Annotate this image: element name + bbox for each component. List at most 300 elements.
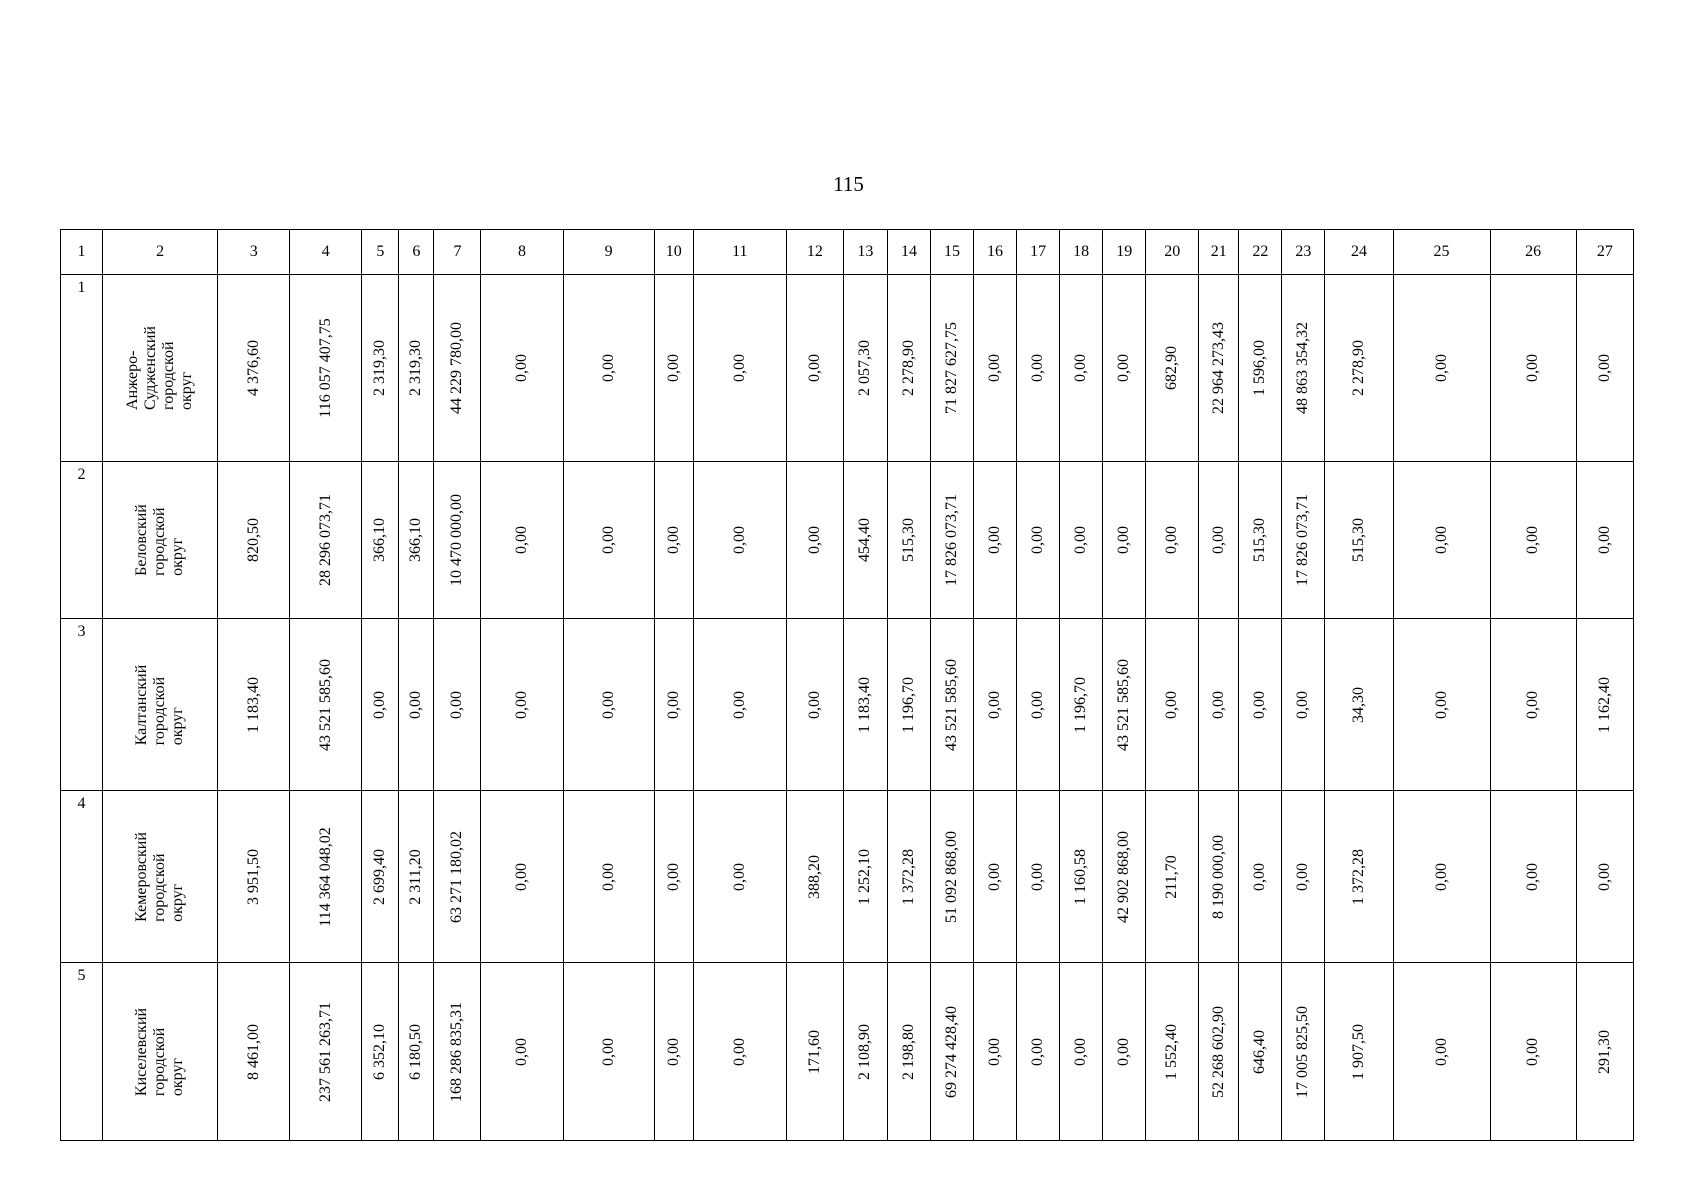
value-cell-col-4 xyxy=(290,963,362,1141)
cell-value: 2 319,30 xyxy=(371,340,389,396)
cell-value: 0,00 xyxy=(730,690,748,719)
cell-value: 0,00 xyxy=(513,690,531,719)
cell-value: 6 352,10 xyxy=(371,1023,389,1080)
cell-value: 2 278,90 xyxy=(1349,340,1367,396)
column-header-11: 11 xyxy=(693,230,786,275)
column-header-27: 27 xyxy=(1576,230,1633,275)
column-header-9: 9 xyxy=(563,230,654,275)
column-header-4: 4 xyxy=(290,230,362,275)
municipality-name: Беловский городской округ xyxy=(133,504,187,576)
cell-value: 0,00 xyxy=(513,526,531,554)
value-cell-col-27 xyxy=(1576,275,1633,462)
cell-value: 2 319,30 xyxy=(407,340,425,396)
cell-value: 454,40 xyxy=(856,518,874,562)
column-header-3: 3 xyxy=(218,230,290,275)
value-cell-col-26 xyxy=(1490,963,1576,1141)
column-header-22: 22 xyxy=(1239,230,1282,275)
value-cell-col-10 xyxy=(654,619,693,791)
column-header-18: 18 xyxy=(1060,230,1103,275)
value-cell-col-16 xyxy=(974,791,1017,963)
value-cell-col-22 xyxy=(1239,963,1282,1141)
value-cell-col-25 xyxy=(1393,275,1490,462)
value-cell-col-16 xyxy=(974,963,1017,1141)
cell-value: 0,00 xyxy=(986,862,1004,891)
row-number: 3 xyxy=(61,619,103,791)
value-cell-col-16 xyxy=(974,275,1017,462)
column-header-7: 7 xyxy=(434,230,481,275)
cell-value: 0,00 xyxy=(1432,1037,1450,1066)
cell-value: 1 552,40 xyxy=(1163,1023,1181,1080)
value-cell-col-12 xyxy=(786,275,843,462)
value-cell-col-12 xyxy=(786,791,843,963)
row-number: 2 xyxy=(61,462,103,619)
cell-value: 1 183,40 xyxy=(244,676,262,733)
value-cell-col-21 xyxy=(1199,791,1239,963)
value-cell-col-17 xyxy=(1017,791,1060,963)
column-header-26: 26 xyxy=(1490,230,1576,275)
table-row xyxy=(61,619,1634,791)
table-row xyxy=(61,462,1634,619)
value-cell-col-22 xyxy=(1239,619,1282,791)
cell-value: 0,00 xyxy=(513,1037,531,1066)
column-header-25: 25 xyxy=(1393,230,1490,275)
value-cell-col-9 xyxy=(563,275,654,462)
cell-value: 114 364 048,02 xyxy=(316,826,334,927)
cell-value: 515,30 xyxy=(899,518,917,562)
column-header-23: 23 xyxy=(1282,230,1325,275)
cell-value: 0,00 xyxy=(1432,690,1450,719)
value-cell-col-20 xyxy=(1146,791,1199,963)
value-cell-col-13 xyxy=(843,791,887,963)
cell-value: 515,30 xyxy=(1349,518,1367,562)
column-header-15: 15 xyxy=(930,230,973,275)
value-cell-col-23 xyxy=(1282,963,1325,1141)
value-cell-col-12 xyxy=(786,462,843,619)
value-cell-col-5 xyxy=(362,791,399,963)
value-cell-col-26 xyxy=(1490,275,1576,462)
value-cell-col-12 xyxy=(786,619,843,791)
cell-value: 43 521 585,60 xyxy=(1115,658,1133,751)
cell-value: 0,00 xyxy=(1251,690,1269,719)
municipality-cell xyxy=(103,462,218,619)
value-cell-col-6 xyxy=(399,791,434,963)
value-cell-col-20 xyxy=(1146,462,1199,619)
value-cell-col-15 xyxy=(930,791,973,963)
value-cell-col-15 xyxy=(930,619,973,791)
value-cell-col-24 xyxy=(1325,619,1393,791)
cell-value: 0,00 xyxy=(664,354,682,382)
value-cell-col-5 xyxy=(362,462,399,619)
cell-value: 2 108,90 xyxy=(856,1023,874,1080)
cell-value: 0,00 xyxy=(1524,1037,1542,1066)
cell-value: 820,50 xyxy=(244,518,262,562)
table-row xyxy=(61,791,1634,963)
cell-value: 6 180,50 xyxy=(407,1023,425,1080)
cell-value: 52 268 602,90 xyxy=(1209,1005,1227,1098)
value-cell-col-21 xyxy=(1199,462,1239,619)
cell-value: 515,30 xyxy=(1251,518,1269,562)
municipality-name: Калтанский городской округ xyxy=(133,664,187,745)
cell-value: 0,00 xyxy=(986,1037,1004,1066)
column-header-16: 16 xyxy=(974,230,1017,275)
value-cell-col-15 xyxy=(930,963,973,1141)
value-cell-col-27 xyxy=(1576,462,1633,619)
cell-value: 0,00 xyxy=(1524,526,1542,554)
value-cell-col-18 xyxy=(1060,963,1103,1141)
cell-value: 0,00 xyxy=(1432,526,1450,554)
cell-value: 0,00 xyxy=(1524,690,1542,719)
cell-value: 0,00 xyxy=(986,690,1004,719)
column-header-17: 17 xyxy=(1017,230,1060,275)
cell-value: 0,00 xyxy=(513,862,531,891)
column-header-8: 8 xyxy=(481,230,563,275)
cell-value: 682,90 xyxy=(1163,346,1181,390)
cell-value: 0,00 xyxy=(805,526,823,554)
municipality-name: Киселевский городской округ xyxy=(133,1007,187,1096)
cell-value: 2 057,30 xyxy=(856,340,874,396)
cell-value: 48 863 354,32 xyxy=(1294,322,1312,414)
value-cell-col-9 xyxy=(563,791,654,963)
value-cell-col-5 xyxy=(362,619,399,791)
cell-value: 0,00 xyxy=(1294,862,1312,891)
table-row xyxy=(61,963,1634,1141)
column-header-20: 20 xyxy=(1146,230,1199,275)
cell-value: 366,10 xyxy=(407,518,425,562)
value-cell-col-8 xyxy=(481,275,563,462)
value-cell-col-19 xyxy=(1103,619,1146,791)
value-cell-col-25 xyxy=(1393,619,1490,791)
value-cell-col-19 xyxy=(1103,462,1146,619)
cell-value: 63 271 180,02 xyxy=(448,830,466,923)
cell-value: 0,00 xyxy=(1294,690,1312,719)
value-cell-col-3 xyxy=(218,791,290,963)
cell-value: 1 372,28 xyxy=(899,848,917,905)
value-cell-col-20 xyxy=(1146,619,1199,791)
value-cell-col-15 xyxy=(930,275,973,462)
cell-value: 171,60 xyxy=(805,1029,823,1074)
value-cell-col-10 xyxy=(654,791,693,963)
cell-value: 3 951,50 xyxy=(244,848,262,905)
cell-value: 43 521 585,60 xyxy=(316,658,334,751)
value-cell-col-9 xyxy=(563,462,654,619)
cell-value: 0,00 xyxy=(1432,862,1450,891)
cell-value: 0,00 xyxy=(664,526,682,554)
value-cell-col-26 xyxy=(1490,462,1576,619)
cell-value: 0,00 xyxy=(448,690,466,719)
cell-value: 0,00 xyxy=(1072,526,1090,554)
municipality-cell xyxy=(103,791,218,963)
cell-value: 0,00 xyxy=(1595,526,1613,554)
column-header-10: 10 xyxy=(654,230,693,275)
cell-value: 28 296 073,71 xyxy=(316,494,334,586)
cell-value: 44 229 780,00 xyxy=(448,322,466,414)
column-header-24: 24 xyxy=(1325,230,1393,275)
row-number: 5 xyxy=(61,963,103,1141)
cell-value: 0,00 xyxy=(1163,526,1181,554)
column-header-2: 2 xyxy=(103,230,218,275)
value-cell-col-11 xyxy=(693,619,786,791)
value-cell-col-27 xyxy=(1576,791,1633,963)
value-cell-col-8 xyxy=(481,791,563,963)
value-cell-col-9 xyxy=(563,963,654,1141)
cell-value: 4 376,60 xyxy=(244,340,262,396)
value-cell-col-19 xyxy=(1103,963,1146,1141)
table-row xyxy=(61,275,1634,462)
cell-value: 1 372,28 xyxy=(1349,848,1367,905)
value-cell-col-25 xyxy=(1393,462,1490,619)
value-cell-col-22 xyxy=(1239,275,1282,462)
value-cell-col-19 xyxy=(1103,791,1146,963)
value-cell-col-20 xyxy=(1146,963,1199,1141)
cell-value: 291,30 xyxy=(1595,1029,1613,1074)
value-cell-col-18 xyxy=(1060,275,1103,462)
value-cell-col-7 xyxy=(434,791,481,963)
cell-value: 0,00 xyxy=(805,354,823,382)
cell-value: 0,00 xyxy=(599,862,617,891)
column-header-21: 21 xyxy=(1199,230,1239,275)
cell-value: 22 964 273,43 xyxy=(1209,322,1227,414)
cell-value: 8 461,00 xyxy=(244,1023,262,1080)
cell-value: 43 521 585,60 xyxy=(943,658,960,751)
cell-value: 0,00 xyxy=(1115,526,1133,554)
column-header-6: 6 xyxy=(399,230,434,275)
cell-value: 69 274 428,40 xyxy=(943,1005,960,1098)
cell-value: 42 902 868,00 xyxy=(1115,830,1133,923)
value-cell-col-15 xyxy=(930,462,973,619)
cell-value: 2 311,20 xyxy=(407,848,425,905)
column-header-12: 12 xyxy=(786,230,843,275)
value-cell-col-9 xyxy=(563,619,654,791)
value-cell-col-7 xyxy=(434,275,481,462)
cell-value: 0,00 xyxy=(1209,690,1227,719)
cell-value: 0,00 xyxy=(599,1037,617,1066)
value-cell-col-6 xyxy=(399,963,434,1141)
value-cell-col-3 xyxy=(218,275,290,462)
value-cell-col-23 xyxy=(1282,275,1325,462)
value-cell-col-27 xyxy=(1576,963,1633,1141)
cell-value: 0,00 xyxy=(1029,1037,1047,1066)
value-cell-col-7 xyxy=(434,963,481,1141)
cell-value: 0,00 xyxy=(664,862,682,891)
value-cell-col-3 xyxy=(218,619,290,791)
value-cell-col-23 xyxy=(1282,462,1325,619)
cell-value: 0,00 xyxy=(730,862,748,891)
cell-value: 2 198,80 xyxy=(899,1023,917,1080)
cell-value: 10 470 000,00 xyxy=(448,494,466,586)
cell-value: 366,10 xyxy=(371,518,389,562)
value-cell-col-3 xyxy=(218,462,290,619)
cell-value: 0,00 xyxy=(986,354,1004,382)
value-cell-col-26 xyxy=(1490,619,1576,791)
cell-value: 0,00 xyxy=(1524,862,1542,891)
value-cell-col-7 xyxy=(434,462,481,619)
value-cell-col-13 xyxy=(843,462,887,619)
value-cell-col-17 xyxy=(1017,963,1060,1141)
cell-value: 0,00 xyxy=(805,690,823,719)
cell-value: 0,00 xyxy=(730,354,748,382)
cell-value: 0,00 xyxy=(599,690,617,719)
cell-value: 1 196,70 xyxy=(899,676,917,733)
value-cell-col-22 xyxy=(1239,462,1282,619)
value-cell-col-8 xyxy=(481,462,563,619)
value-cell-col-21 xyxy=(1199,963,1239,1141)
cell-value: 17 005 825,50 xyxy=(1294,1005,1312,1098)
value-cell-col-24 xyxy=(1325,275,1393,462)
cell-value: 8 190 000,00 xyxy=(1209,834,1227,919)
value-cell-col-18 xyxy=(1060,619,1103,791)
value-cell-col-11 xyxy=(693,791,786,963)
cell-value: 34,30 xyxy=(1349,686,1367,723)
cell-value: 1 162,40 xyxy=(1595,676,1613,733)
value-cell-col-22 xyxy=(1239,791,1282,963)
value-cell-col-3 xyxy=(218,963,290,1141)
cell-value: 116 057 407,75 xyxy=(316,318,334,418)
cell-value: 168 286 835,31 xyxy=(448,1001,466,1102)
municipality-cell xyxy=(103,963,218,1141)
cell-value: 0,00 xyxy=(1115,354,1133,382)
value-cell-col-10 xyxy=(654,963,693,1141)
column-header-13: 13 xyxy=(843,230,887,275)
row-number: 4 xyxy=(61,791,103,963)
value-cell-col-16 xyxy=(974,462,1017,619)
value-cell-col-12 xyxy=(786,963,843,1141)
value-cell-col-17 xyxy=(1017,275,1060,462)
cell-value: 0,00 xyxy=(1432,354,1450,382)
cell-value: 0,00 xyxy=(1029,354,1047,382)
cell-value: 0,00 xyxy=(664,690,682,719)
data-table xyxy=(60,229,1634,1141)
value-cell-col-23 xyxy=(1282,791,1325,963)
cell-value: 51 092 868,00 xyxy=(943,830,960,923)
municipality-name: Кемеровский городской округ xyxy=(133,831,187,922)
cell-value: 1 196,70 xyxy=(1072,676,1090,733)
value-cell-col-16 xyxy=(974,619,1017,791)
value-cell-col-6 xyxy=(399,462,434,619)
value-cell-col-5 xyxy=(362,275,399,462)
cell-value: 1 183,40 xyxy=(856,676,874,733)
value-cell-col-24 xyxy=(1325,963,1393,1141)
value-cell-col-14 xyxy=(887,619,930,791)
cell-value: 0,00 xyxy=(1115,1037,1133,1066)
value-cell-col-24 xyxy=(1325,791,1393,963)
value-cell-col-26 xyxy=(1490,791,1576,963)
cell-value: 0,00 xyxy=(986,526,1004,554)
cell-value: 0,00 xyxy=(1163,690,1181,719)
value-cell-col-25 xyxy=(1393,791,1490,963)
cell-value: 1 907,50 xyxy=(1349,1023,1367,1080)
cell-value: 1 252,10 xyxy=(856,848,874,905)
value-cell-col-14 xyxy=(887,275,930,462)
cell-value: 17 826 073,71 xyxy=(1294,494,1312,586)
value-cell-col-17 xyxy=(1017,462,1060,619)
value-cell-col-11 xyxy=(693,275,786,462)
value-cell-col-6 xyxy=(399,619,434,791)
value-cell-col-23 xyxy=(1282,619,1325,791)
row-number: 1 xyxy=(61,275,103,462)
cell-value: 0,00 xyxy=(1209,526,1227,554)
value-cell-col-4 xyxy=(290,462,362,619)
cell-value: 0,00 xyxy=(664,1037,682,1066)
value-cell-col-7 xyxy=(434,619,481,791)
value-cell-col-18 xyxy=(1060,791,1103,963)
value-cell-col-14 xyxy=(887,963,930,1141)
value-cell-col-5 xyxy=(362,963,399,1141)
cell-value: 0,00 xyxy=(1072,354,1090,382)
value-cell-col-4 xyxy=(290,791,362,963)
cell-value: 237 561 263,71 xyxy=(316,1001,334,1102)
cell-value: 0,00 xyxy=(1029,526,1047,554)
cell-value: 0,00 xyxy=(1595,354,1613,382)
cell-value: 0,00 xyxy=(1029,690,1047,719)
value-cell-col-14 xyxy=(887,791,930,963)
cell-value: 0,00 xyxy=(730,526,748,554)
cell-value: 0,00 xyxy=(1524,354,1542,382)
value-cell-col-20 xyxy=(1146,275,1199,462)
cell-value: 0,00 xyxy=(1072,1037,1090,1066)
value-cell-col-21 xyxy=(1199,619,1239,791)
value-cell-col-4 xyxy=(290,619,362,791)
cell-value: 388,20 xyxy=(805,854,823,899)
value-cell-col-13 xyxy=(843,963,887,1141)
value-cell-col-25 xyxy=(1393,963,1490,1141)
cell-value: 17 826 073,71 xyxy=(943,494,960,586)
value-cell-col-8 xyxy=(481,619,563,791)
value-cell-col-8 xyxy=(481,963,563,1141)
municipality-name: Анжеро- Судженский городской округ xyxy=(124,326,196,410)
cell-value: 1 596,00 xyxy=(1251,340,1269,396)
cell-value: 0,00 xyxy=(1595,862,1613,891)
value-cell-col-10 xyxy=(654,462,693,619)
municipality-cell xyxy=(103,275,218,462)
cell-value: 211,70 xyxy=(1163,854,1181,899)
cell-value: 0,00 xyxy=(371,690,389,719)
cell-value: 0,00 xyxy=(1029,862,1047,891)
cell-value: 646,40 xyxy=(1251,1029,1269,1074)
cell-value: 71 827 627,75 xyxy=(943,322,960,414)
value-cell-col-19 xyxy=(1103,275,1146,462)
value-cell-col-17 xyxy=(1017,619,1060,791)
cell-value: 2 278,90 xyxy=(899,340,917,396)
cell-value: 0,00 xyxy=(599,354,617,382)
value-cell-col-11 xyxy=(693,963,786,1141)
value-cell-col-6 xyxy=(399,275,434,462)
cell-value: 0,00 xyxy=(1251,862,1269,891)
value-cell-col-10 xyxy=(654,275,693,462)
value-cell-col-11 xyxy=(693,462,786,619)
value-cell-col-13 xyxy=(843,275,887,462)
value-cell-col-27 xyxy=(1576,619,1633,791)
column-header-1: 1 xyxy=(61,230,103,275)
header-row xyxy=(61,230,1634,275)
cell-value: 2 699,40 xyxy=(371,848,389,905)
column-header-5: 5 xyxy=(362,230,399,275)
value-cell-col-4 xyxy=(290,275,362,462)
column-header-14: 14 xyxy=(887,230,930,275)
value-cell-col-14 xyxy=(887,462,930,619)
municipality-cell xyxy=(103,619,218,791)
value-cell-col-18 xyxy=(1060,462,1103,619)
cell-value: 0,00 xyxy=(407,690,425,719)
cell-value: 0,00 xyxy=(513,354,531,382)
page-number: 115 xyxy=(833,172,864,196)
cell-value: 0,00 xyxy=(599,526,617,554)
column-header-19: 19 xyxy=(1103,230,1146,275)
value-cell-col-21 xyxy=(1199,275,1239,462)
value-cell-col-13 xyxy=(843,619,887,791)
cell-value: 0,00 xyxy=(730,1037,748,1066)
value-cell-col-24 xyxy=(1325,462,1393,619)
cell-value: 1 160,58 xyxy=(1072,848,1090,905)
